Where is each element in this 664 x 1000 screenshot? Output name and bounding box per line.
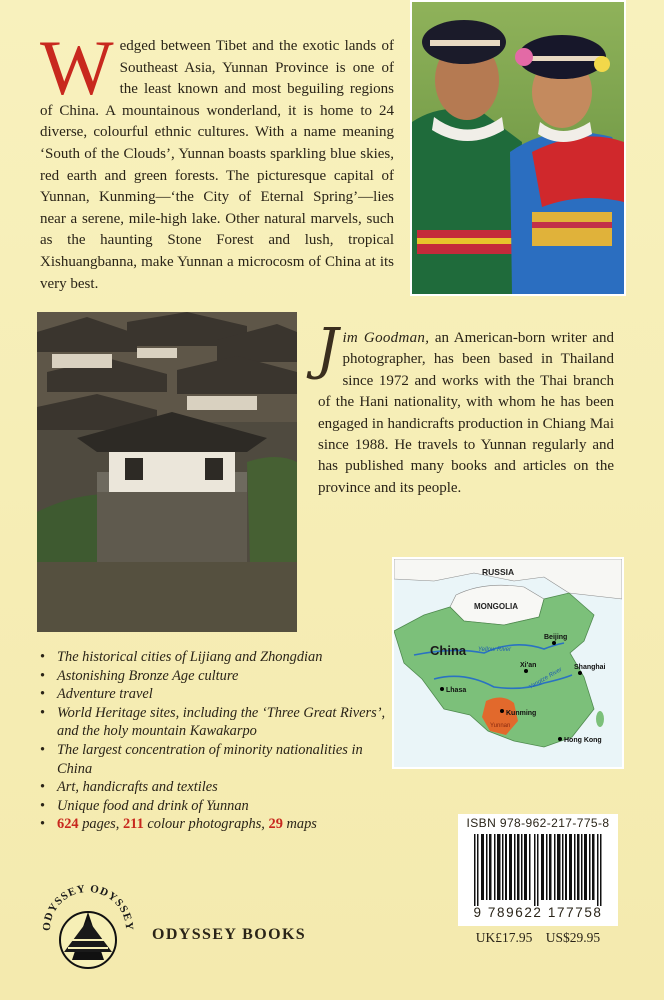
- stat-maps: 29: [268, 816, 283, 833]
- price-uk: UK£17.95: [475, 930, 533, 945]
- isbn-barcode: [458, 814, 618, 926]
- drop-cap: W: [40, 24, 114, 111]
- stat-photos-label: colour photographs,: [143, 816, 269, 833]
- map-label-xian: Xi'an: [520, 662, 537, 669]
- feature-item: • Astonishing Bronze Age culture: [40, 667, 400, 686]
- map-label-hong-kong: Hong Kong: [564, 737, 602, 744]
- map-label-yunnan: Yunnan: [490, 723, 511, 729]
- map-label-shanghai: Shanghai: [574, 664, 606, 671]
- feature-item: • Art, handicrafts and textiles: [40, 778, 400, 797]
- prices: [458, 930, 618, 946]
- price-us: US$29.95: [545, 930, 601, 945]
- isbn-label: ISBN 978-962-217-775-8: [466, 816, 610, 830]
- feature-list: [40, 648, 400, 834]
- china-map-illustration: [394, 559, 622, 767]
- map-label-yangtze-river: Yangtze River: [528, 666, 564, 691]
- photo-old-town-illustration: [37, 312, 297, 632]
- map-label-yellow-river: Yellow River: [478, 647, 512, 653]
- map-label-beijing: Beijing: [544, 634, 568, 641]
- logo-arc-text: ODYSSEY ODYSSEY: [40, 882, 136, 932]
- photo-ethnic-women: [410, 0, 626, 296]
- map-label-mongolia: MONGOLIA: [474, 602, 518, 611]
- feature-stats: [40, 815, 400, 834]
- feature-item: • World Heritage sites, including the ‘Three Great Rivers’, and the holy mountain Kawakarpo: [40, 704, 400, 741]
- china-map: [392, 557, 624, 769]
- map-label-lhasa: Lhasa: [446, 687, 467, 694]
- odyssey-logo: [36, 876, 140, 980]
- publisher-name: ODYSSEY BOOKS: [152, 926, 307, 943]
- author-bio-text: an American-born writer and photographer, has been based in Thailand since 1972 and works with the Thai branch of the Hani nationality, with whom he has been engaged in handicrafts production in Chiang Mai since 1988. He travels to Yunnan regularly and has published many books and articles on the province and its people.: [318, 330, 614, 496]
- feature-item: • Unique food and drink of Yunnan: [40, 797, 400, 816]
- photo-ethnic-women-illustration: [412, 2, 624, 294]
- odyssey-globe-icon: [36, 876, 140, 980]
- feature-item: • Adventure travel: [40, 685, 400, 704]
- feature-item: • The largest concentration of minority nationalities in China: [40, 741, 400, 778]
- author-initial: J: [316, 317, 339, 382]
- author-name: im Goodman,: [342, 330, 430, 346]
- map-label-russia: RUSSIA: [482, 567, 515, 577]
- photo-old-town: [37, 312, 297, 632]
- map-label-kunming: Kunming: [506, 710, 537, 717]
- barcode-digits: 9 789622 177758: [473, 905, 603, 920]
- feature-item: • The historical cities of Lijiang and Zhongdian: [40, 648, 400, 667]
- stat-pages: 624: [57, 816, 79, 833]
- map-label-china: China: [430, 643, 467, 658]
- intro-paragraph: [40, 24, 394, 295]
- author-bio: [316, 317, 614, 499]
- stat-photos: 211: [122, 816, 144, 833]
- stat-pages-label: pages,: [78, 816, 123, 833]
- stat-maps-label: maps: [282, 816, 317, 833]
- intro-text: edged between Tibet and the exotic lands of Southeast Asia, Yunnan Province is one of the least known and most beguiling regions of China. A mountainous wonderland, it is home to 24 diverse, colourful ethnic cultures. With a name meaning ‘South of the Clouds’, Yunnan boasts sparkling blue skies, red earth and green forests. The picturesque capital of Yunnan, Kunming—‘the City of Eternal Spring’—lies near a serene, mile-high lake. Other natural marvels, such as the haunting Stone Forest and lush, tropical Xishuangbanna, make Yunnan a microcosm of China at its very best.: [40, 38, 394, 292]
